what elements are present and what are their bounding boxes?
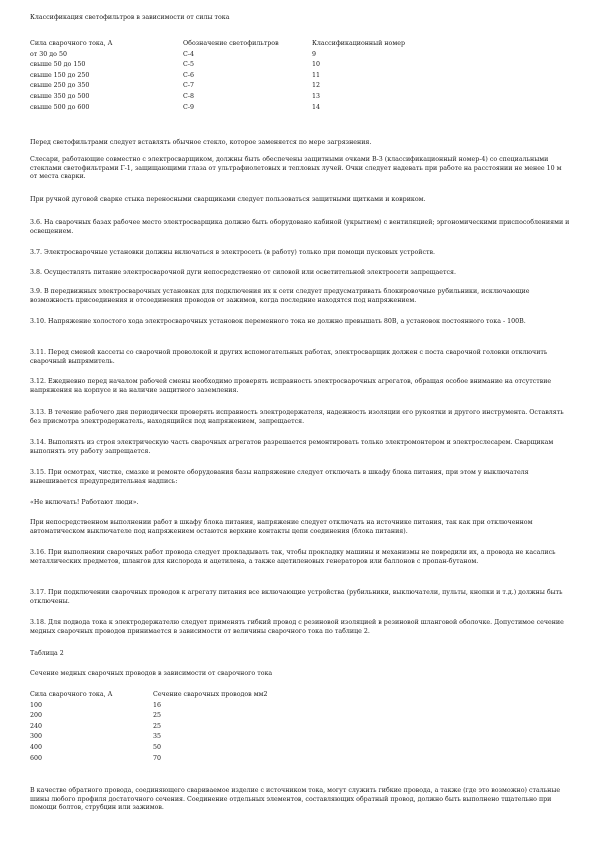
table-cell: С-8 (183, 93, 194, 101)
table-cell: 70 (153, 754, 162, 762)
table1-title: Классификация светофильтров в зависимости от силы тока (30, 14, 230, 21)
table-row (30, 754, 570, 765)
table-row (30, 103, 570, 114)
table-cell: С-4 (183, 50, 194, 58)
paragraph: При ручной дуговой сварке стыка переносными сварщиками следует пользоваться защитными щитками и ковриком. (30, 196, 426, 203)
table-cell: С-7 (183, 82, 194, 90)
paragraph: 3.10. Напряжение холостого хода электросварочных установок переменного тока не должно превышать 80В, а установок постоянного тока - 100В. (30, 318, 526, 325)
table-cell: 400 (30, 744, 43, 752)
table-cell: 240 (30, 722, 43, 730)
table-row (30, 732, 570, 743)
table1-header-row (30, 39, 570, 50)
table-cell: 9 (312, 50, 317, 58)
table2-label: Таблица 2 (30, 650, 64, 657)
paragraph: 3.12. Ежедневно перед началом рабочей смены необходимо проверять исправность электросварочных агрегатов, обращая особое внимание на отсутствие напряжения на корпусе и на наличие защитного заземления. (30, 378, 552, 394)
table-row (30, 701, 570, 712)
table-cell: С-9 (183, 103, 194, 111)
table-cell: 200 (30, 712, 43, 720)
table-row (30, 60, 570, 71)
table-row (30, 71, 570, 82)
paragraph: 3.16. При выполнении сварочных работ провода следует прокладывать так, чтобы прокладку машины и механизмы не повредили их, а провода не касались металлических предметов, шлангов для кислорода и ацетилена, а также ацетиленовых генераторов или баллонов с пропан-бутаном. (30, 549, 556, 565)
paragraph: Перед светофильтрами следует вставлять обычное стекло, которое заменяется по мере загрязнения. (30, 139, 372, 146)
paragraph: 3.11. Перед сменой кассеты со сварочной проволокой и других вспомогательных работах, электросварщик должен с поста сварочной головки отключить сварочный выпрямитель. (30, 349, 548, 365)
paragraph: 3.6. На сварочных базах рабочее место электросварщика должно быть оборудовано кабиной (укрытием) с вентиляцией; эргономическими приспособлениями и освещением. (30, 219, 570, 235)
table-cell: 14 (312, 103, 321, 111)
table-cell: 25 (153, 722, 162, 730)
table1-header-cell: Обозначение светофильтров (183, 40, 279, 48)
paragraph: В качестве обратного провода, соединяющего свариваемое изделие с источником тока, могут служить гибкие провода, а также (где это возможно) стальные шины любого профиля достаточного сечения. Соединение отдельных элементов, составляющих обратный провод, должно быть выполнено тщательно при помощи болтов, струбцин или зажимов. (30, 787, 561, 811)
table-cell: свыше 350 до 500 (30, 93, 90, 101)
paragraph: Слесари, работающие совместно с электросварщиком, должны быть обеспечены защитными очками В-3 (классификационный номер-4) со специальными стеклами светофильтрами Г-1, защищающими глаза от ультрафиолетовых и тепловых лучей. Очки следует надевать при работе на расстоянии не менее 10 м от места сварки. (30, 156, 562, 180)
table2-header-cell: Сила сварочного тока, А (30, 691, 113, 699)
paragraph: 3.13. В течение рабочего дня периодически проверять исправность электродержателя, надежность изоляции его рукоятки и другого инструмента. Оставлять без присмотра электродержатель, находящийся под напряжением, запрещается. (30, 409, 564, 425)
paragraph: 3.17. При подключении сварочных проводов к агрегату питания все включающие устройства (рубильники, выключатели, пульты, кнопки и т.д.) должны быть отключены. (30, 589, 563, 605)
table-cell: 35 (153, 733, 162, 741)
paragraph: 3.7. Электросварочные установки должны включаться в электросеть (в работу) только при помощи пусковых устройств. (30, 249, 436, 256)
table-cell: 600 (30, 754, 43, 762)
paragraph: 3.18. Для подвода тока к электродержателю следует применять гибкий провод с резиновой изоляцией в резиновой шланговой оболочке. Допустимое сечение медных сварочных проводов принимается в зависимости от величины сварочного тока по таблице 2. (30, 619, 564, 635)
table-row (30, 92, 570, 103)
table-cell: С-6 (183, 71, 194, 79)
table2-header-cell: Сечение сварочных проводов мм2 (153, 691, 268, 699)
table-cell: свыше 250 до 350 (30, 82, 90, 90)
table-row (30, 722, 570, 733)
table2 (30, 690, 570, 764)
table1 (30, 39, 570, 113)
table-cell: 100 (30, 701, 43, 709)
table1-header-cell: Сила сварочного тока, А (30, 40, 113, 48)
table-cell: С-5 (183, 61, 194, 69)
table2-title: Сечение медных сварочных проводов в зависимости от сварочного тока (30, 670, 273, 677)
table1-header-cell: Классификационный номер (312, 40, 405, 48)
table-cell: 13 (312, 93, 321, 101)
table-cell: 300 (30, 733, 43, 741)
table-cell: от 30 до 50 (30, 50, 67, 58)
paragraph: 3.15. При осмотрах, чистке, смазке и ремонте оборудования базы напряжение следует отключать в шкафу блока питания, при этом у выключателя вывешивается предупредительная надпись: (30, 469, 529, 485)
table-row (30, 50, 570, 61)
table-cell: 11 (312, 71, 321, 79)
table2-header-row (30, 690, 570, 701)
paragraph: 3.9. В передвижных электросварочных установках для подключения их к сети следует предусматривать блокировочные рубильники, исключающие возможность присоединения и отсоединения проводов от зажимов, когда последние находятся под напряжением. (30, 288, 530, 304)
paragraph: При непосредственном выполнении работ в шкафу блока питания, напряжение следует отключать на источнике питания, так как при отключенном автоматическом выключателе под напряжением остаются верхние контакты цепи соединения (блока питания). (30, 519, 533, 535)
table-row (30, 711, 570, 722)
table-cell: свыше 150 до 250 (30, 71, 90, 79)
table-cell: 50 (153, 744, 162, 752)
table-cell: 25 (153, 712, 162, 720)
paragraph: 3.14. Выполнять из строя электрическую часть сварочных агрегатов разрешается ремонтировать только электромонтером и электрослесарем. Сварщикам выполнять эту работу запрещается. (30, 439, 554, 455)
warning-sign-text: «Не включать! Работают люди». (30, 499, 139, 506)
table-cell: 12 (312, 82, 321, 90)
table-cell: свыше 500 до 600 (30, 103, 90, 111)
table-cell: 10 (312, 61, 321, 69)
table-row (30, 743, 570, 754)
table-cell: свыше 50 до 150 (30, 61, 86, 69)
table-cell: 16 (153, 701, 162, 709)
paragraph: 3.8. Осуществлять питание электросварочной дуги непосредственно от силовой или осветительной электросети запрещается. (30, 269, 457, 276)
table-row (30, 81, 570, 92)
